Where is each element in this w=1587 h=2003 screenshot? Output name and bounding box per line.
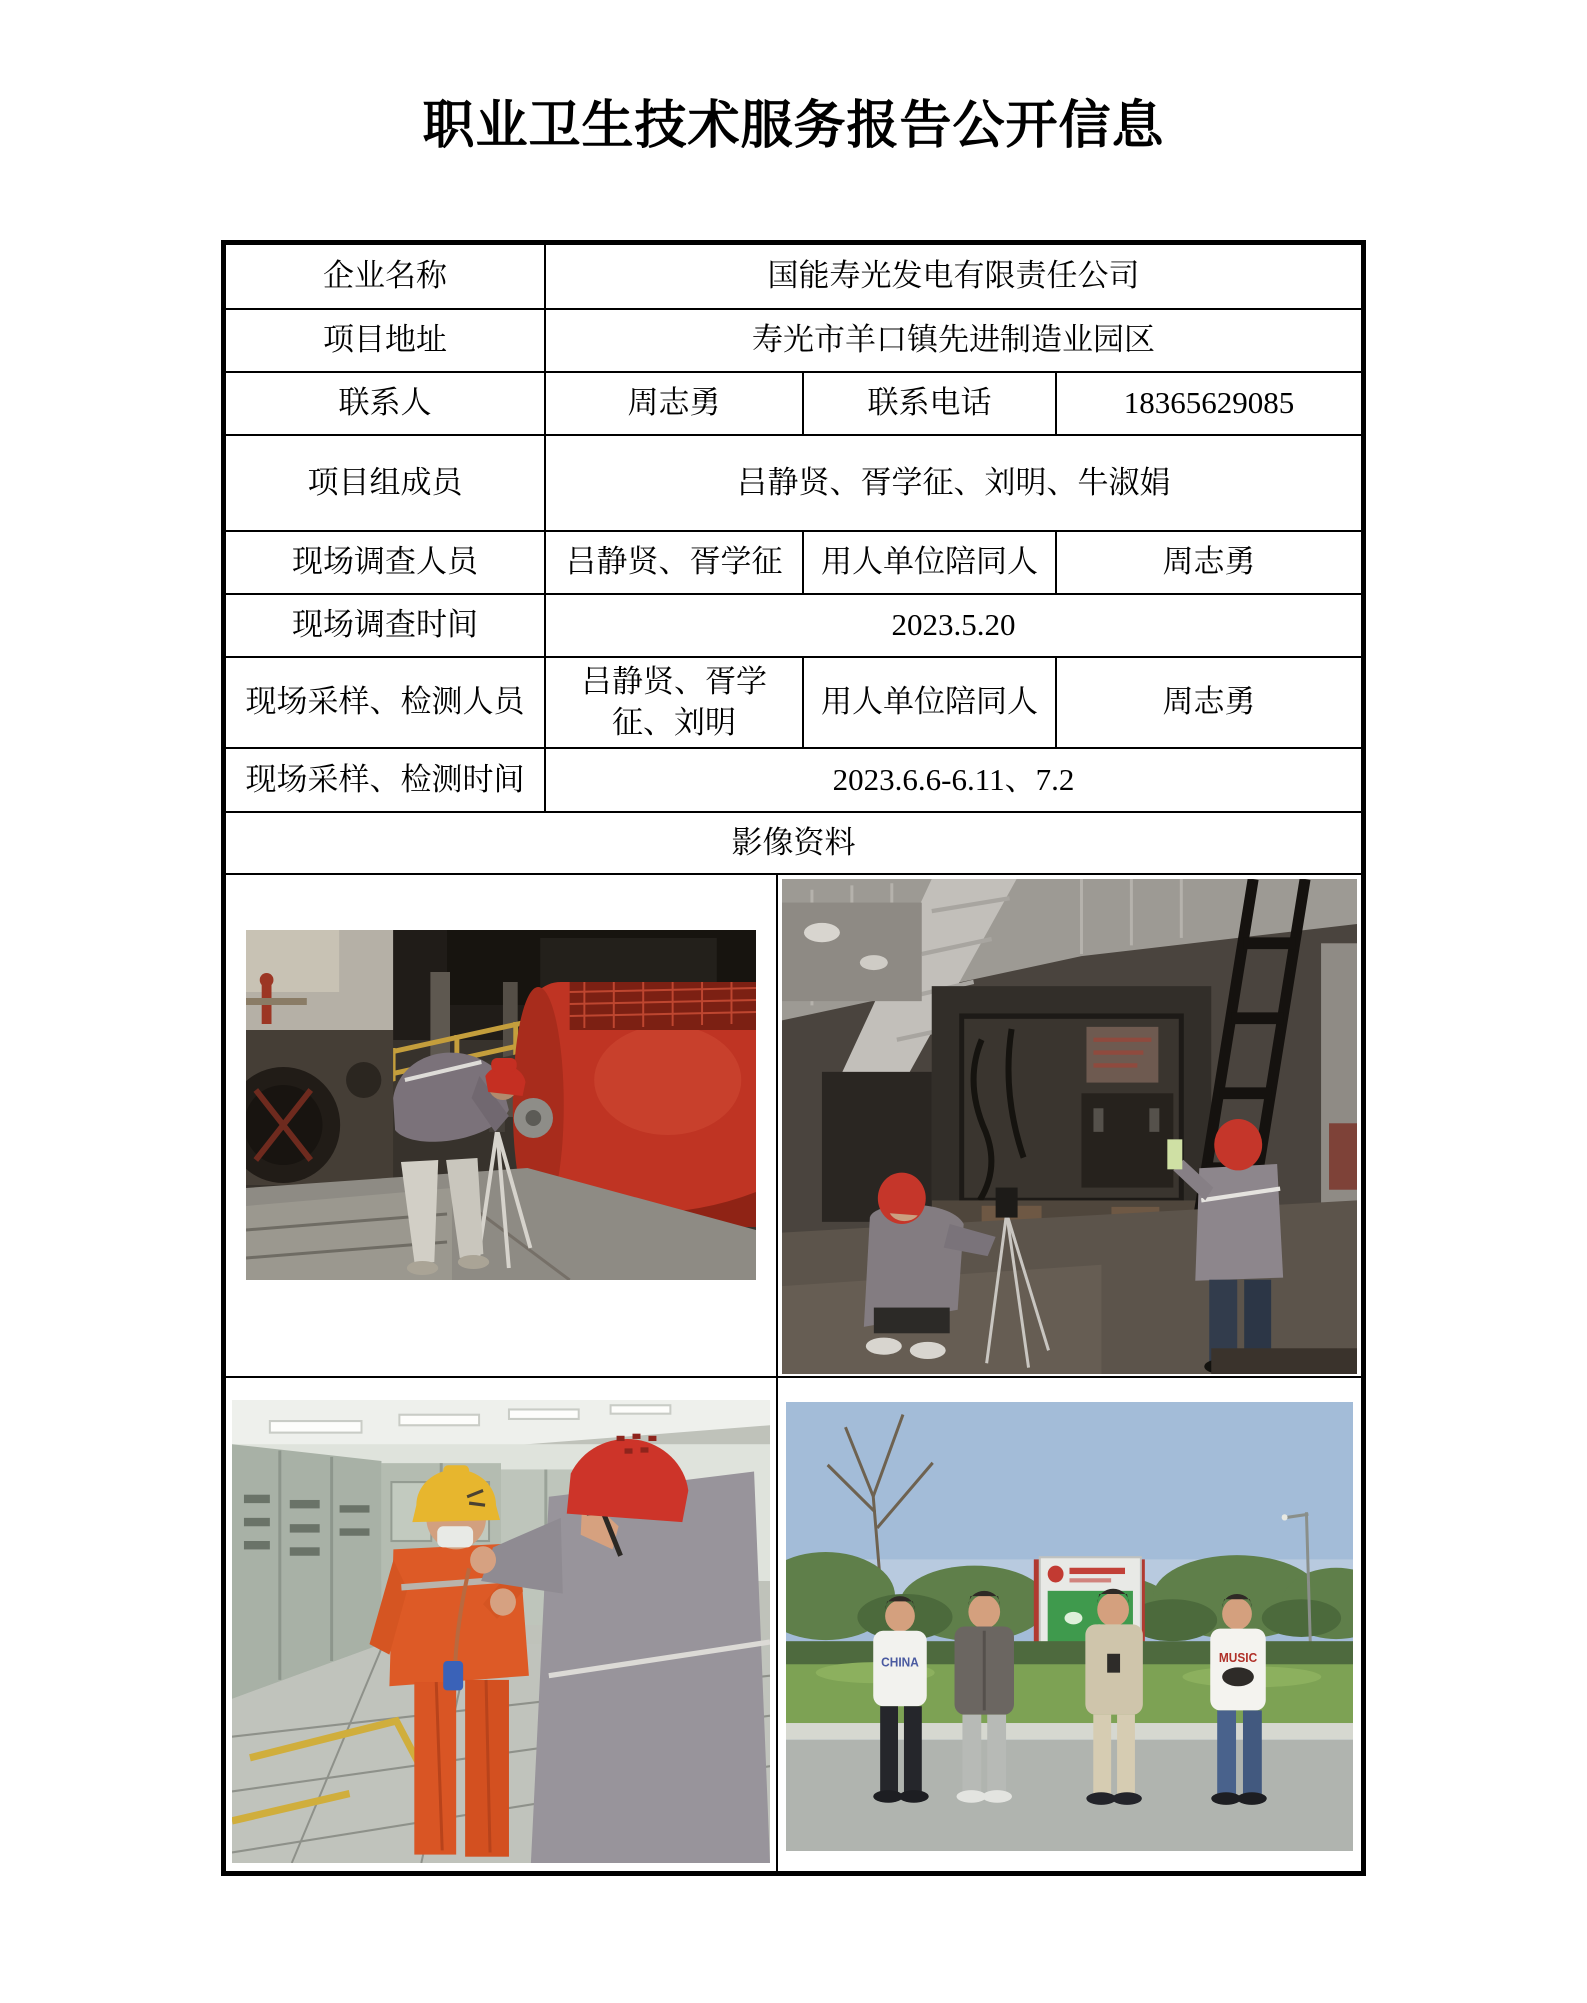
sampling-escort-value: 周志勇 (1055, 658, 1361, 747)
sampling-time-value: 2023.6.6-6.11、7.2 (544, 749, 1361, 811)
shirt-text-music: MUSIC (1218, 1650, 1258, 1666)
row-address (226, 308, 1361, 371)
row-sampling-time (226, 747, 1361, 811)
survey-escort-label: 用人单位陪同人 (802, 532, 1055, 593)
address-value: 寿光市羊口镇先进制造业园区 (544, 310, 1361, 371)
photo-cell-2 (776, 875, 1361, 1376)
contact-label: 联系人 (338, 385, 432, 421)
address-label: 项目地址 (323, 322, 447, 358)
company-value: 国能寿光发电有限责任公司 (544, 245, 1361, 308)
photo-fitting-personal-sampler-orange-suit (232, 1400, 770, 1863)
survey-escort-value: 周志勇 (1055, 532, 1361, 593)
row-sampling-staff (226, 656, 1361, 747)
sampling-escort-label: 用人单位陪同人 (802, 658, 1055, 747)
info-table (221, 240, 1366, 1876)
survey-staff-label: 现场调查人员 (292, 544, 478, 580)
photo-worker-tripod-red-mill-drum (246, 930, 756, 1280)
sampling-time-label: 现场采样、检测时间 (245, 761, 525, 797)
photo-team-group-outdoor-sign (786, 1402, 1353, 1851)
sampling-staff-label: 现场采样、检测人员 (245, 684, 525, 720)
row-team (226, 434, 1361, 530)
row-survey-time (226, 593, 1361, 656)
phone-label: 联系电话 (802, 373, 1055, 434)
team-value: 吕静贤、胥学征、刘明、牛淑娟 (544, 436, 1361, 530)
contact-value: 周志勇 (544, 373, 802, 434)
photo-cell-1 (226, 875, 776, 1376)
row-survey-staff (226, 530, 1361, 593)
row-contact (226, 371, 1361, 434)
row-media-header (226, 811, 1361, 873)
survey-staff-value: 吕静贤、胥学征 (544, 532, 802, 593)
phone-value: 18365629085 (1055, 373, 1361, 434)
photo-two-workers-sampling-at-coal-feeder (782, 879, 1357, 1374)
photo-cell-3 (226, 1378, 776, 1871)
sampling-staff-value: 吕静贤、胥学征、刘明 (544, 658, 802, 747)
media-section-label: 影像资料 (731, 824, 856, 860)
survey-time-label: 现场调查时间 (292, 607, 478, 643)
photo-row-1 (226, 873, 1361, 1376)
shirt-text-china: CHINA (881, 1655, 919, 1670)
team-label: 项目组成员 (307, 464, 463, 500)
row-company (226, 245, 1361, 308)
page-title: 职业卫生技术服务报告公开信息 (422, 98, 1165, 155)
photo-cell-4 (776, 1378, 1361, 1871)
survey-time-value: 2023.5.20 (544, 595, 1361, 656)
photo-row-2 (226, 1376, 1361, 1871)
coal-feeder-machine (932, 986, 1212, 1232)
company-label: 企业名称 (323, 258, 447, 294)
